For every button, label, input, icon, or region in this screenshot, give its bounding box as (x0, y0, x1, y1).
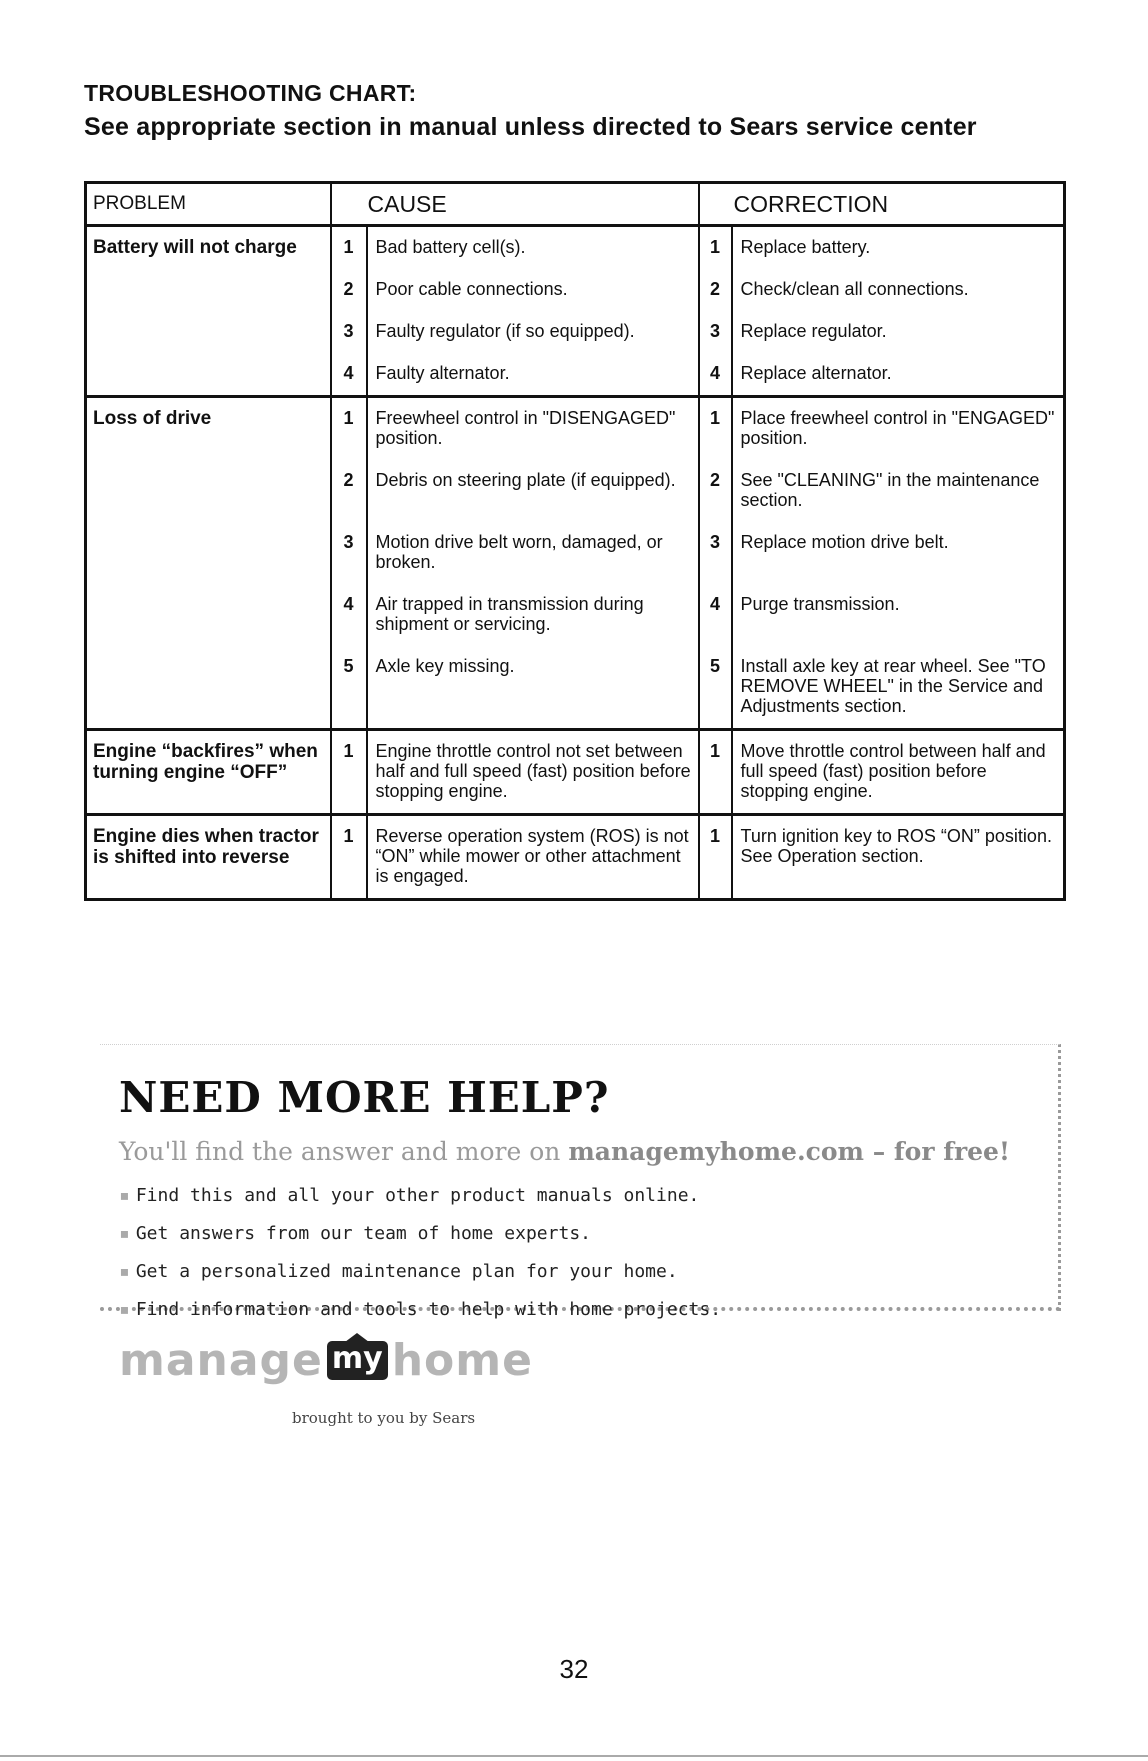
troubleshooting-table (84, 181, 1066, 901)
correction-text: Replace alternator. (740, 363, 892, 383)
cause-number: 1 (343, 408, 354, 428)
help-bullet: ▪ Find this and all your other product manuals online. (119, 1185, 700, 1206)
cause-number: 4 (343, 363, 354, 383)
correction-number: 2 (709, 470, 720, 490)
cause-number: 2 (343, 470, 354, 490)
header-correction: CORRECTION (699, 183, 1065, 226)
correction-number: 4 (709, 594, 720, 614)
cause-number: 3 (343, 532, 354, 552)
cause-column (367, 730, 699, 815)
cause-number-column (331, 730, 367, 815)
cause-column (367, 815, 699, 900)
correction-number: 4 (709, 363, 720, 383)
problem-row (86, 397, 1065, 730)
correction-text: Purge transmission. (740, 594, 900, 614)
cause-number: 3 (343, 321, 354, 341)
correction-text: Move throttle control between half and full speed (fast) position before stopping engine. (740, 741, 1046, 801)
correction-number-column (699, 226, 732, 397)
correction-number: 1 (709, 408, 720, 428)
cause-column (367, 397, 699, 730)
managemyhome-logo: manage my home (119, 1335, 533, 1386)
correction-text: Install axle key at rear wheel. See "TO REMOVE WHEEL" in the Service and Adjustments section. (740, 656, 1046, 716)
correction-column (732, 397, 1065, 730)
correction-number: 1 (709, 741, 720, 761)
need-more-help-box (100, 1044, 1061, 1427)
correction-number: 5 (709, 656, 720, 676)
cause-text: Poor cable connections. (375, 279, 568, 299)
cause-text: Faulty regulator (if so equipped). (375, 321, 635, 341)
correction-number: 1 (709, 237, 720, 257)
cause-text: Air trapped in transmission during shipment or servicing. (375, 594, 644, 634)
correction-number: 3 (709, 321, 720, 341)
help-bullet: ▪ Find information and tools to help with home projects. (119, 1299, 722, 1320)
cause-column (367, 226, 699, 397)
problem-cell: Battery will not charge (86, 226, 331, 397)
correction-column (732, 815, 1065, 900)
cause-text: Freewheel control in "DISENGAGED" position. (375, 408, 676, 448)
brought-by-text: brought to you by Sears (292, 1409, 476, 1427)
correction-text: Replace battery. (740, 237, 871, 257)
cause-number: 2 (343, 279, 354, 299)
problem-cell: Engine “backfires” when turning engine “OFF” (86, 730, 331, 815)
cause-text: Debris on steering plate (if equipped). (375, 470, 676, 490)
correction-text: Place freewheel control in "ENGAGED" position. (740, 408, 1055, 448)
cause-number: 1 (343, 741, 354, 761)
problem-row (86, 815, 1065, 900)
cause-number-column (331, 397, 367, 730)
cause-text: Reverse operation system (ROS) is not “ON” while mower or other attachment is engaged. (375, 826, 689, 886)
cause-number: 4 (343, 594, 354, 614)
correction-text: Replace motion drive belt. (740, 532, 949, 552)
cause-text: Bad battery cell(s). (375, 237, 526, 257)
correction-number: 2 (709, 279, 720, 299)
problem-row (86, 730, 1065, 815)
help-title: NEED MORE HELP? (119, 1073, 610, 1122)
correction-text: Turn ignition key to ROS “ON” position. See Operation section. (740, 826, 1052, 866)
correction-column (732, 226, 1065, 397)
cause-text: Axle key missing. (375, 656, 515, 676)
cause-number: 5 (343, 656, 354, 676)
header-cause: CAUSE (331, 183, 699, 226)
correction-text: Check/clean all connections. (740, 279, 969, 299)
cause-text: Engine throttle control not set between half and full speed (fast) position before stopping engine. (375, 741, 691, 801)
header-problem: PROBLEM (86, 183, 331, 226)
correction-number: 3 (709, 532, 720, 552)
cause-text: Motion drive belt worn, damaged, or broken. (375, 532, 663, 572)
page-number: 32 (559, 1654, 589, 1684)
correction-number-column (699, 730, 732, 815)
help-bullet: ▪ Get answers from our team of home experts. (119, 1223, 591, 1244)
problem-cell: Loss of drive (86, 397, 331, 730)
chart-title: TROUBLESHOOTING CHART: (84, 80, 417, 106)
problem-cell: Engine dies when tractor is shifted into reverse (86, 815, 331, 900)
correction-text: Replace regulator. (740, 321, 887, 341)
cause-number: 1 (343, 826, 354, 846)
help-bullet: ▪ Get a personalized maintenance plan for your home. (119, 1261, 678, 1282)
correction-number-column (699, 397, 732, 730)
cause-number-column (331, 226, 367, 397)
correction-column (732, 730, 1065, 815)
cause-number: 1 (343, 237, 354, 257)
help-subtitle (119, 1137, 1010, 1166)
help-subtitle-text: You'll find the answer and more on (119, 1137, 569, 1166)
cause-text: Faulty alternator. (375, 363, 510, 383)
chart-subtitle: See appropriate section in manual unless directed to Sears service center (84, 113, 977, 141)
page-bottom-rule (0, 1755, 1148, 1757)
correction-number: 1 (709, 826, 720, 846)
correction-text: See "CLEANING" in the maintenance section. (740, 470, 1040, 510)
cause-number-column (331, 815, 367, 900)
problem-row (86, 226, 1065, 397)
correction-number-column (699, 815, 732, 900)
help-subtitle-site[interactable]: managemyhome.com – for free! (568, 1137, 1010, 1166)
help-bullet-list (119, 1185, 721, 1337)
